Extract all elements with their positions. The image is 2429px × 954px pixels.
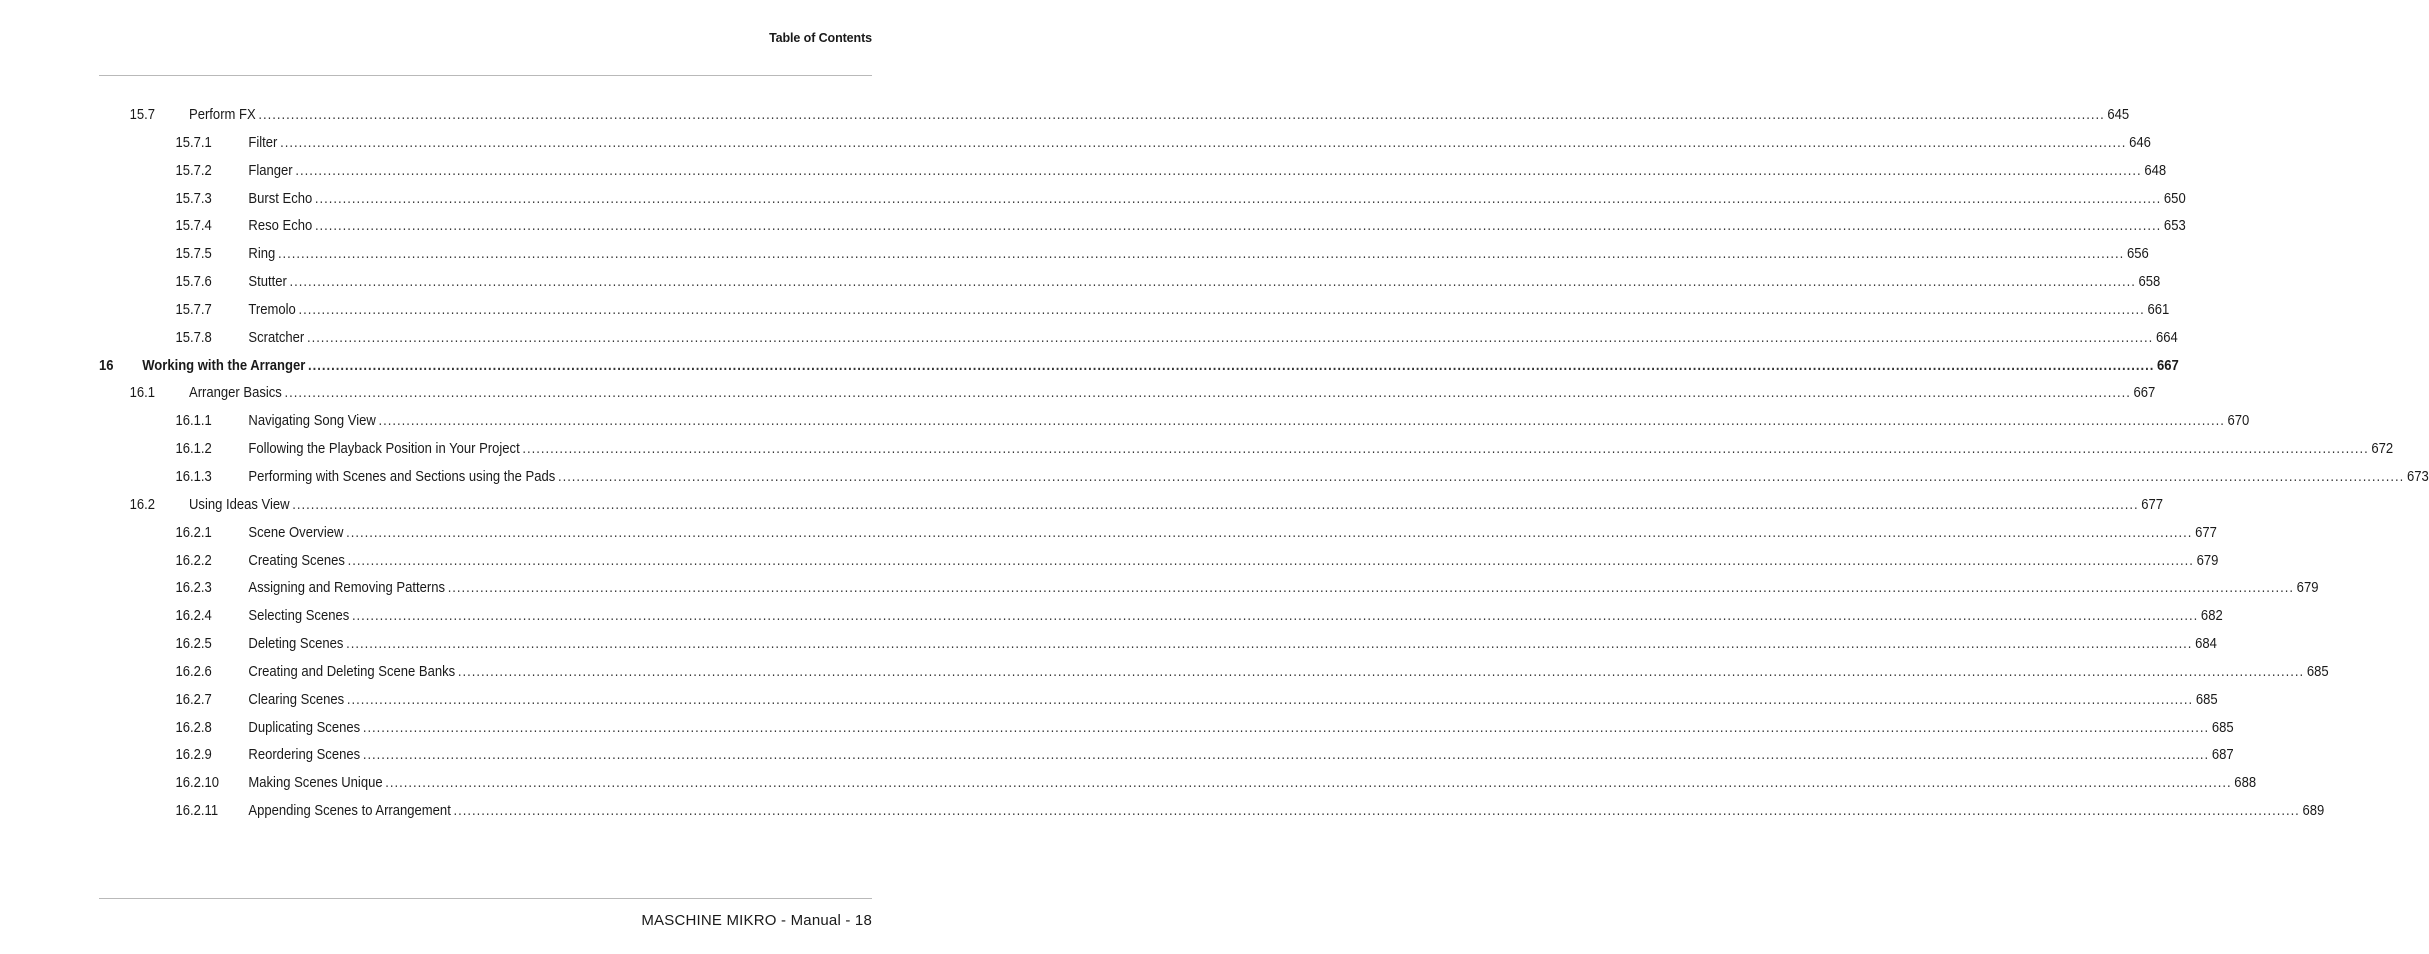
toc-entry-line <box>142 357 2179 374</box>
toc-entry-line <box>248 552 2219 569</box>
toc-entry-number: 15.7.4 <box>175 218 212 235</box>
toc-entry-number: 16.2.10 <box>175 775 220 792</box>
toc-dot-leader: ................................................................................................................................................................................................................................................................................................................................................................................................................ <box>258 107 2105 123</box>
toc-entry-number: 16.2.6 <box>175 663 212 680</box>
toc-entry-number: 16.1.3 <box>175 468 212 485</box>
toc-entry-number: 16.2.2 <box>175 552 212 569</box>
toc-dot-leader: ................................................................................................................................................................................................................................................................................................................................................................................................................ <box>522 441 2369 458</box>
table-of-contents <box>0 103 2429 827</box>
toc-entry-number: 16.1 <box>129 385 156 402</box>
toc-dot-leader: ................................................................................................................................................................................................................................................................................................................................................................................................................ <box>453 803 2300 820</box>
toc-entry-title: Creating Scenes <box>248 552 345 569</box>
toc-entry-number: 15.7.7 <box>175 301 212 318</box>
toc-entry-line <box>248 747 2234 764</box>
toc-entry-line <box>248 190 2186 207</box>
toc-entry-number: 16.2.4 <box>175 608 212 625</box>
toc-entry-page-number: 679 <box>2196 552 2219 569</box>
toc-entry[interactable] <box>10 521 2217 549</box>
toc-entry[interactable] <box>10 242 2149 270</box>
toc-entry-number: 16.2 <box>129 496 156 513</box>
toc-entry-page-number: 689 <box>2302 803 2325 820</box>
toc-entry[interactable] <box>10 354 2179 382</box>
toc-entry[interactable] <box>10 159 2167 187</box>
toc-entry-page-number: 658 <box>2138 274 2161 291</box>
toc-dot-leader: ................................................................................................................................................................................................................................................................................................................................................................................................................ <box>346 524 2193 541</box>
toc-dot-leader: ................................................................................................................................................................................................................................................................................................................................................................................................................ <box>308 357 2155 374</box>
toc-dot-leader: ................................................................................................................................................................................................................................................................................................................................................................................................................ <box>447 580 2294 597</box>
toc-dot-leader: ................................................................................................................................................................................................................................................................................................................................................................................................................ <box>362 747 2210 764</box>
toc-entry-title: Using Ideas View <box>189 496 290 513</box>
toc-dot-leader: ................................................................................................................................................................................................................................................................................................................................................................................................................ <box>362 719 2210 736</box>
toc-entry-number: 15.7.1 <box>175 134 212 151</box>
toc-entry-number: 15.7.5 <box>175 246 212 263</box>
toc-entry-title: Navigating Song View <box>248 413 376 430</box>
toc-entry-title: Following the Playback Position in Your Project <box>248 441 520 458</box>
toc-entry[interactable] <box>10 549 2219 577</box>
toc-entry-title: Filter <box>248 134 278 151</box>
toc-entry-title: Performing with Scenes and Sections using the Pads <box>248 468 556 485</box>
toc-entry-title: Flanger <box>248 162 293 179</box>
toc-entry-line <box>248 218 2186 235</box>
toc-entry-title: Ring <box>248 246 276 263</box>
toc-entry[interactable] <box>10 604 2223 632</box>
toc-entry-page-number: 677 <box>2195 524 2217 541</box>
toc-entry-title: Making Scenes Unique <box>248 775 383 792</box>
toc-entry-title: Burst Echo <box>248 190 313 207</box>
toc-entry-line <box>248 691 2218 708</box>
toc-entry[interactable] <box>10 270 2161 298</box>
toc-entry-line <box>248 134 2151 151</box>
toc-entry-page-number: 656 <box>2126 246 2149 263</box>
toc-entry-line <box>248 413 2250 430</box>
toc-entry-line <box>248 441 2394 458</box>
page-footer: MASCHINE MIKRO - Manual - 18 <box>641 912 872 929</box>
toc-entry-line <box>189 385 2156 402</box>
toc-entry-title: Scene Overview <box>248 524 344 541</box>
toc-dot-leader: ................................................................................................................................................................................................................................................................................................................................................................................................................ <box>346 636 2193 653</box>
toc-entry[interactable] <box>10 632 2217 660</box>
toc-entry-page-number: 685 <box>2306 663 2329 680</box>
toc-entry-number: 15.7.8 <box>175 329 212 346</box>
toc-dot-leader: ................................................................................................................................................................................................................................................................................................................................................................................................................ <box>457 663 2305 680</box>
toc-dot-leader: ................................................................................................................................................................................................................................................................................................................................................................................................................ <box>292 496 2139 513</box>
toc-entry-line <box>248 636 2217 653</box>
toc-entry-line <box>248 274 2161 291</box>
toc-entry-page-number: 684 <box>2195 636 2217 653</box>
toc-dot-leader: ................................................................................................................................................................................................................................................................................................................................................................................................................ <box>347 552 2194 569</box>
toc-dot-leader: ................................................................................................................................................................................................................................................................................................................................................................................................................ <box>314 218 2162 235</box>
toc-entry-page-number: 664 <box>2155 329 2178 346</box>
toc-entry-title: Deleting Scenes <box>248 636 344 653</box>
toc-entry[interactable] <box>10 493 2164 521</box>
toc-entry-page-number: 677 <box>2141 496 2164 513</box>
toc-entry-title: Reso Echo <box>248 218 313 235</box>
toc-entry-line <box>248 775 2257 792</box>
toc-entry[interactable] <box>10 743 2234 771</box>
toc-entry-number: 16.2.7 <box>175 691 212 708</box>
toc-entry-title: Stutter <box>248 274 287 291</box>
toc-entry-number: 16.2.1 <box>175 524 212 541</box>
toc-entry-line <box>248 162 2167 179</box>
toc-entry-page-number: 687 <box>2211 747 2234 764</box>
toc-entry-line <box>248 468 2429 485</box>
toc-entry-page-number: 646 <box>2129 134 2151 151</box>
toc-entry-line <box>248 301 2170 318</box>
toc-entry-title: Working with the Arranger <box>142 357 306 374</box>
toc-dot-leader: ................................................................................................................................................................................................................................................................................................................................................................................................................ <box>557 468 2405 485</box>
toc-dot-leader: ................................................................................................................................................................................................................................................................................................................................................................................................................ <box>284 385 2131 402</box>
toc-entry[interactable] <box>10 716 2234 744</box>
toc-dot-leader: ................................................................................................................................................................................................................................................................................................................................................................................................................ <box>378 413 2225 430</box>
header-divider <box>99 75 872 76</box>
toc-entry-title: Appending Scenes to Arrangement <box>248 803 451 820</box>
toc-entry-title: Perform FX <box>189 107 256 123</box>
toc-entry-number: 16.1.2 <box>175 441 212 458</box>
toc-entry-page-number: 650 <box>2163 190 2186 207</box>
toc-entry-page-number: 667 <box>2157 357 2179 374</box>
toc-entry[interactable] <box>10 187 2186 215</box>
toc-entry-page-number: 682 <box>2200 608 2223 625</box>
toc-entry-title: Clearing Scenes <box>248 691 345 708</box>
toc-entry-number: 16.2.11 <box>175 803 219 820</box>
toc-entry-number: 16 <box>99 357 114 374</box>
toc-entry-page-number: 685 <box>2195 691 2218 708</box>
toc-entry[interactable] <box>10 688 2218 716</box>
toc-entry-number: 16.2.3 <box>175 580 212 597</box>
toc-entry-number: 16.2.9 <box>175 747 212 764</box>
toc-entry-number: 16.2.8 <box>175 719 212 736</box>
toc-entry-line <box>248 580 2319 597</box>
toc-entry[interactable] <box>10 576 2319 604</box>
toc-entry-page-number: 679 <box>2296 580 2319 597</box>
toc-entry-title: Assigning and Removing Patterns <box>248 580 445 597</box>
toc-entry-title: Reordering Scenes <box>248 747 361 764</box>
toc-entry-page-number: 667 <box>2133 385 2156 402</box>
toc-entry-page-number: 688 <box>2234 775 2257 792</box>
toc-entry-title: Arranger Basics <box>189 385 282 402</box>
toc-entry-page-number: 672 <box>2371 441 2394 458</box>
toc-entry-number: 15.7.2 <box>175 162 212 179</box>
toc-entry[interactable] <box>10 660 2329 688</box>
toc-entry[interactable] <box>10 799 2325 827</box>
toc-dot-leader: ................................................................................................................................................................................................................................................................................................................................................................................................................ <box>346 691 2194 708</box>
toc-entry-line <box>248 663 2329 680</box>
toc-dot-leader: ................................................................................................................................................................................................................................................................................................................................................................................................................ <box>295 162 2142 179</box>
toc-entry-number: 15.7.6 <box>175 274 212 291</box>
toc-dot-leader: ................................................................................................................................................................................................................................................................................................................................................................................................................ <box>280 134 2127 151</box>
toc-entry-line <box>189 496 2164 513</box>
toc-entry-number: 15.7.3 <box>175 190 212 207</box>
toc-dot-leader: ................................................................................................................................................................................................................................................................................................................................................................................................................ <box>277 246 2125 263</box>
page-header-title: Table of Contents <box>769 31 872 45</box>
toc-entry[interactable] <box>10 465 2429 493</box>
toc-entry-line <box>248 246 2149 263</box>
toc-entry-number: 15.7 <box>129 107 156 123</box>
toc-entry-page-number: 661 <box>2147 301 2170 318</box>
toc-entry[interactable] <box>10 326 2178 354</box>
toc-entry-line <box>248 329 2178 346</box>
toc-entry-number: 16.1.1 <box>175 413 212 430</box>
toc-dot-leader: ................................................................................................................................................................................................................................................................................................................................................................................................................ <box>289 274 2136 291</box>
toc-dot-leader: ................................................................................................................................................................................................................................................................................................................................................................................................................ <box>306 329 2154 346</box>
toc-entry-number: 16.2.5 <box>175 636 212 653</box>
toc-entry-title: Tremolo <box>248 301 296 318</box>
toc-dot-leader: ................................................................................................................................................................................................................................................................................................................................................................................................................ <box>298 301 2145 318</box>
toc-entry-line <box>248 803 2325 820</box>
toc-entry-page-number: 648 <box>2144 162 2167 179</box>
toc-entry-title: Creating and Deleting Scene Banks <box>248 663 456 680</box>
footer-divider <box>99 898 872 899</box>
toc-entry-page-number: 685 <box>2211 719 2234 736</box>
toc-dot-leader: ................................................................................................................................................................................................................................................................................................................................................................................................................ <box>314 190 2162 207</box>
toc-entry-page-number: 645 <box>2107 107 2130 123</box>
toc-entry-title: Selecting Scenes <box>248 608 350 625</box>
toc-entry[interactable] <box>10 214 2186 242</box>
toc-entry[interactable] <box>10 298 2170 326</box>
toc-entry-title: Duplicating Scenes <box>248 719 361 736</box>
toc-entry[interactable] <box>10 381 2156 409</box>
toc-entry[interactable] <box>10 131 2151 159</box>
toc-entry-title: Scratcher <box>248 329 305 346</box>
toc-entry[interactable] <box>10 437 2394 465</box>
toc-dot-leader: ................................................................................................................................................................................................................................................................................................................................................................................................................ <box>385 775 2232 792</box>
toc-entry[interactable] <box>10 103 2130 131</box>
toc-entry-line <box>248 719 2234 736</box>
toc-dot-leader: ................................................................................................................................................................................................................................................................................................................................................................................................................ <box>351 608 2199 625</box>
toc-entry-line <box>248 524 2217 541</box>
toc-entry-line <box>248 608 2223 625</box>
toc-entry[interactable] <box>10 409 2250 437</box>
toc-entry-page-number: 670 <box>2227 413 2250 430</box>
toc-entry-page-number: 653 <box>2163 218 2186 235</box>
toc-entry[interactable] <box>10 771 2257 799</box>
toc-entry-page-number: 673 <box>2406 468 2429 485</box>
toc-entry-line <box>189 107 2130 123</box>
